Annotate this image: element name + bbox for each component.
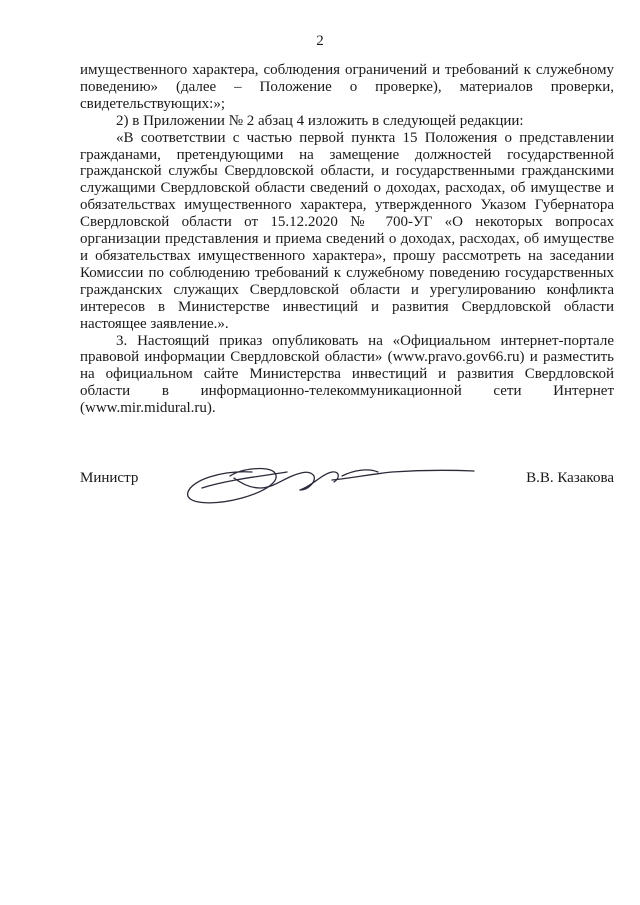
paragraph-item-3: 3. Настоящий приказ опубликовать на «Официальном интернет-портале правовой информации Свердловской области» (www.pravo.gov66.ru) и разместить на официальном сайте Министерства инвестиций и развития Свердловской области в информационно-телекоммуникационной сети Интернет (www.mir.midural.ru).: [80, 332, 614, 417]
handwritten-signature: [182, 458, 482, 514]
document-body: [80, 62, 614, 417]
signature-block: [80, 470, 614, 520]
position-title: Министр: [80, 470, 139, 486]
paragraph-new-wording: «В соответствии с частью первой пункта 15 Положения о представлении гражданами, претендующими на замещение должностей государственной гражданской службы Свердловской области, и государственными гражданскими служащими Свердловской области сведений о доходах, расходах, об имуществе и обязательствах имущественного характера, утвержденного Указом Губернатора Свердловской области от 15.12.2020 № 700-УГ «О некоторых вопросах организации представления и приема сведений о доходах, расходах, об имуществе и обязательствах имущественного характера», прошу рассмотреть на заседании Комиссии по соблюдению требований к служебному поведению государственных гражданских служащих Свердловской области и урегулированию конфликта интересов в Министерстве инвестиций и развития Свердловской области настоящее заявление.».: [80, 129, 614, 332]
paragraph-item-2: 2) в Приложении № 2 абзац 4 изложить в следующей редакции:: [116, 112, 524, 129]
signer-name: В.В. Казакова: [526, 470, 614, 486]
page-number: 2: [316, 33, 324, 49]
paragraph-continuation: имущественного характера, соблюдения ограничений и требований к служебному поведению» (далее – Положение о проверке), материалов проверки, свидетельствующих:»;: [80, 62, 614, 112]
